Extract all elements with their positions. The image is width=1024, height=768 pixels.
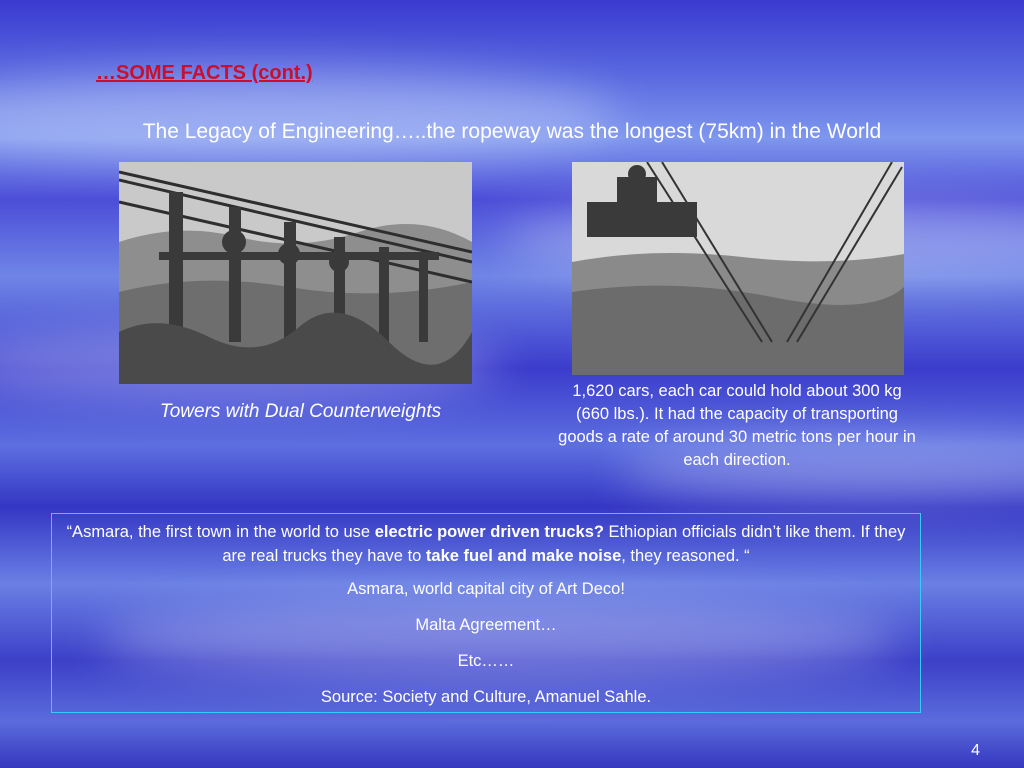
quote-bold-2: take fuel and make noise [425, 547, 622, 565]
malta-agreement-line: Malta Agreement… [415, 616, 557, 634]
cable-car-photo-illustration [572, 162, 904, 375]
asmara-quote [62, 520, 910, 568]
cable-car-caption: 1,620 cars, each car could hold about 300 kg (660 lbs.). It had the capacity of transporting goods a rate of around 30 metric tons per hour in each direction. [558, 382, 916, 469]
quote-text-1: “Asmara, the first town in the world to use [66, 523, 375, 541]
quote-text-3: , they reasoned. “ [621, 547, 750, 565]
towers-caption: Towers with Dual Counterweights [159, 401, 442, 422]
cable-car-photo [572, 162, 904, 375]
slide-title: …SOME FACTS (cont.) [96, 62, 313, 84]
source-line: Source: Society and Culture, Amanuel Sahle. [320, 688, 652, 706]
etc-line: Etc…… [457, 652, 515, 670]
towers-photo [119, 162, 472, 384]
quote-text-2: Ethiopian officials didn’t like them. If they are real trucks they have to [222, 523, 906, 565]
quote-bold-1: electric power driven trucks? [374, 523, 604, 541]
page-number: 4 [971, 742, 980, 759]
art-deco-line: Asmara, world capital city of Art Deco! [347, 580, 625, 598]
towers-photo-illustration [119, 162, 472, 384]
facts-box [51, 513, 921, 713]
slide-subtitle: The Legacy of Engineering…..the ropeway was the longest (75km) in the World [142, 120, 882, 143]
